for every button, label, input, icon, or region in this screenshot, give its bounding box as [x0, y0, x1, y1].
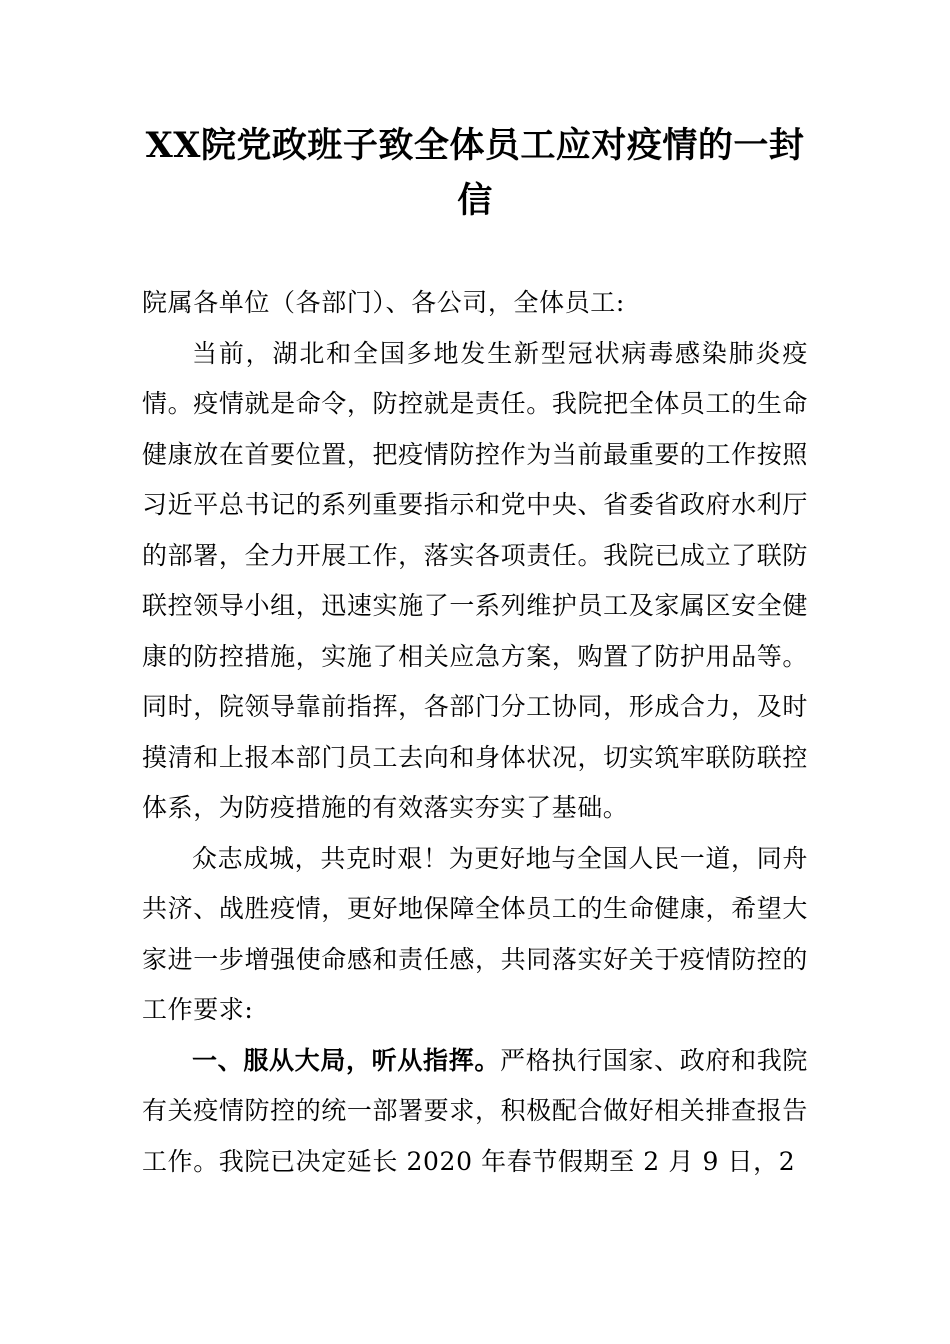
paragraph-situation: 当前，湖北和全国多地发生新型冠状病毒感染肺炎疫情。疫情就是命令，防控就是责任。我院把全体员工的生命健康放在首要位置，把疫情防控作为当前最重要的工作按照习近平总书记的系列重要指示和党中央、省委省政府水利厅的部署，全力开展工作，落实各项责任。我院已成立了联防联控领导小组，迅速实施了一系列维护员工及家属区安全健康的防控措施，实施了相关应急方案，购置了防护用品等。同时，院领导靠前指挥，各部门分工协同，形成合力，及时摸清和上报本部门员工去向和身体状况，切实筑牢联防联控体系，为防疫措施的有效落实夯实了基础。 — [142, 338, 808, 822]
item-1-text: 严格执行国家、政府和我院有关疫情防控的统一部署要求，积极配合做好相关排查报告工作。我院已决定延长 2020 年春节假期至 2 月 9 日，2 — [142, 1045, 809, 1176]
salutation: 院属各单位（各部门）、各公司，全体员工: — [142, 288, 625, 317]
item-1-heading: 一、服从大局，听从指挥。 — [192, 1045, 501, 1075]
document-title: XX院党政班子致全体员工应对疫情的一封信 — [145, 125, 805, 221]
paragraph-appeal: 众志成城，共克时艰！为更好地与全国人民一道，同舟共济、战胜疫情，更好地保障全体员工的生命健康，希望大家进一步增强使命感和责任感，共同落实好关于疫情防控的工作要求: — [142, 843, 808, 1024]
paragraph-item-1 — [142, 1036, 808, 1188]
document-body — [142, 278, 808, 1187]
